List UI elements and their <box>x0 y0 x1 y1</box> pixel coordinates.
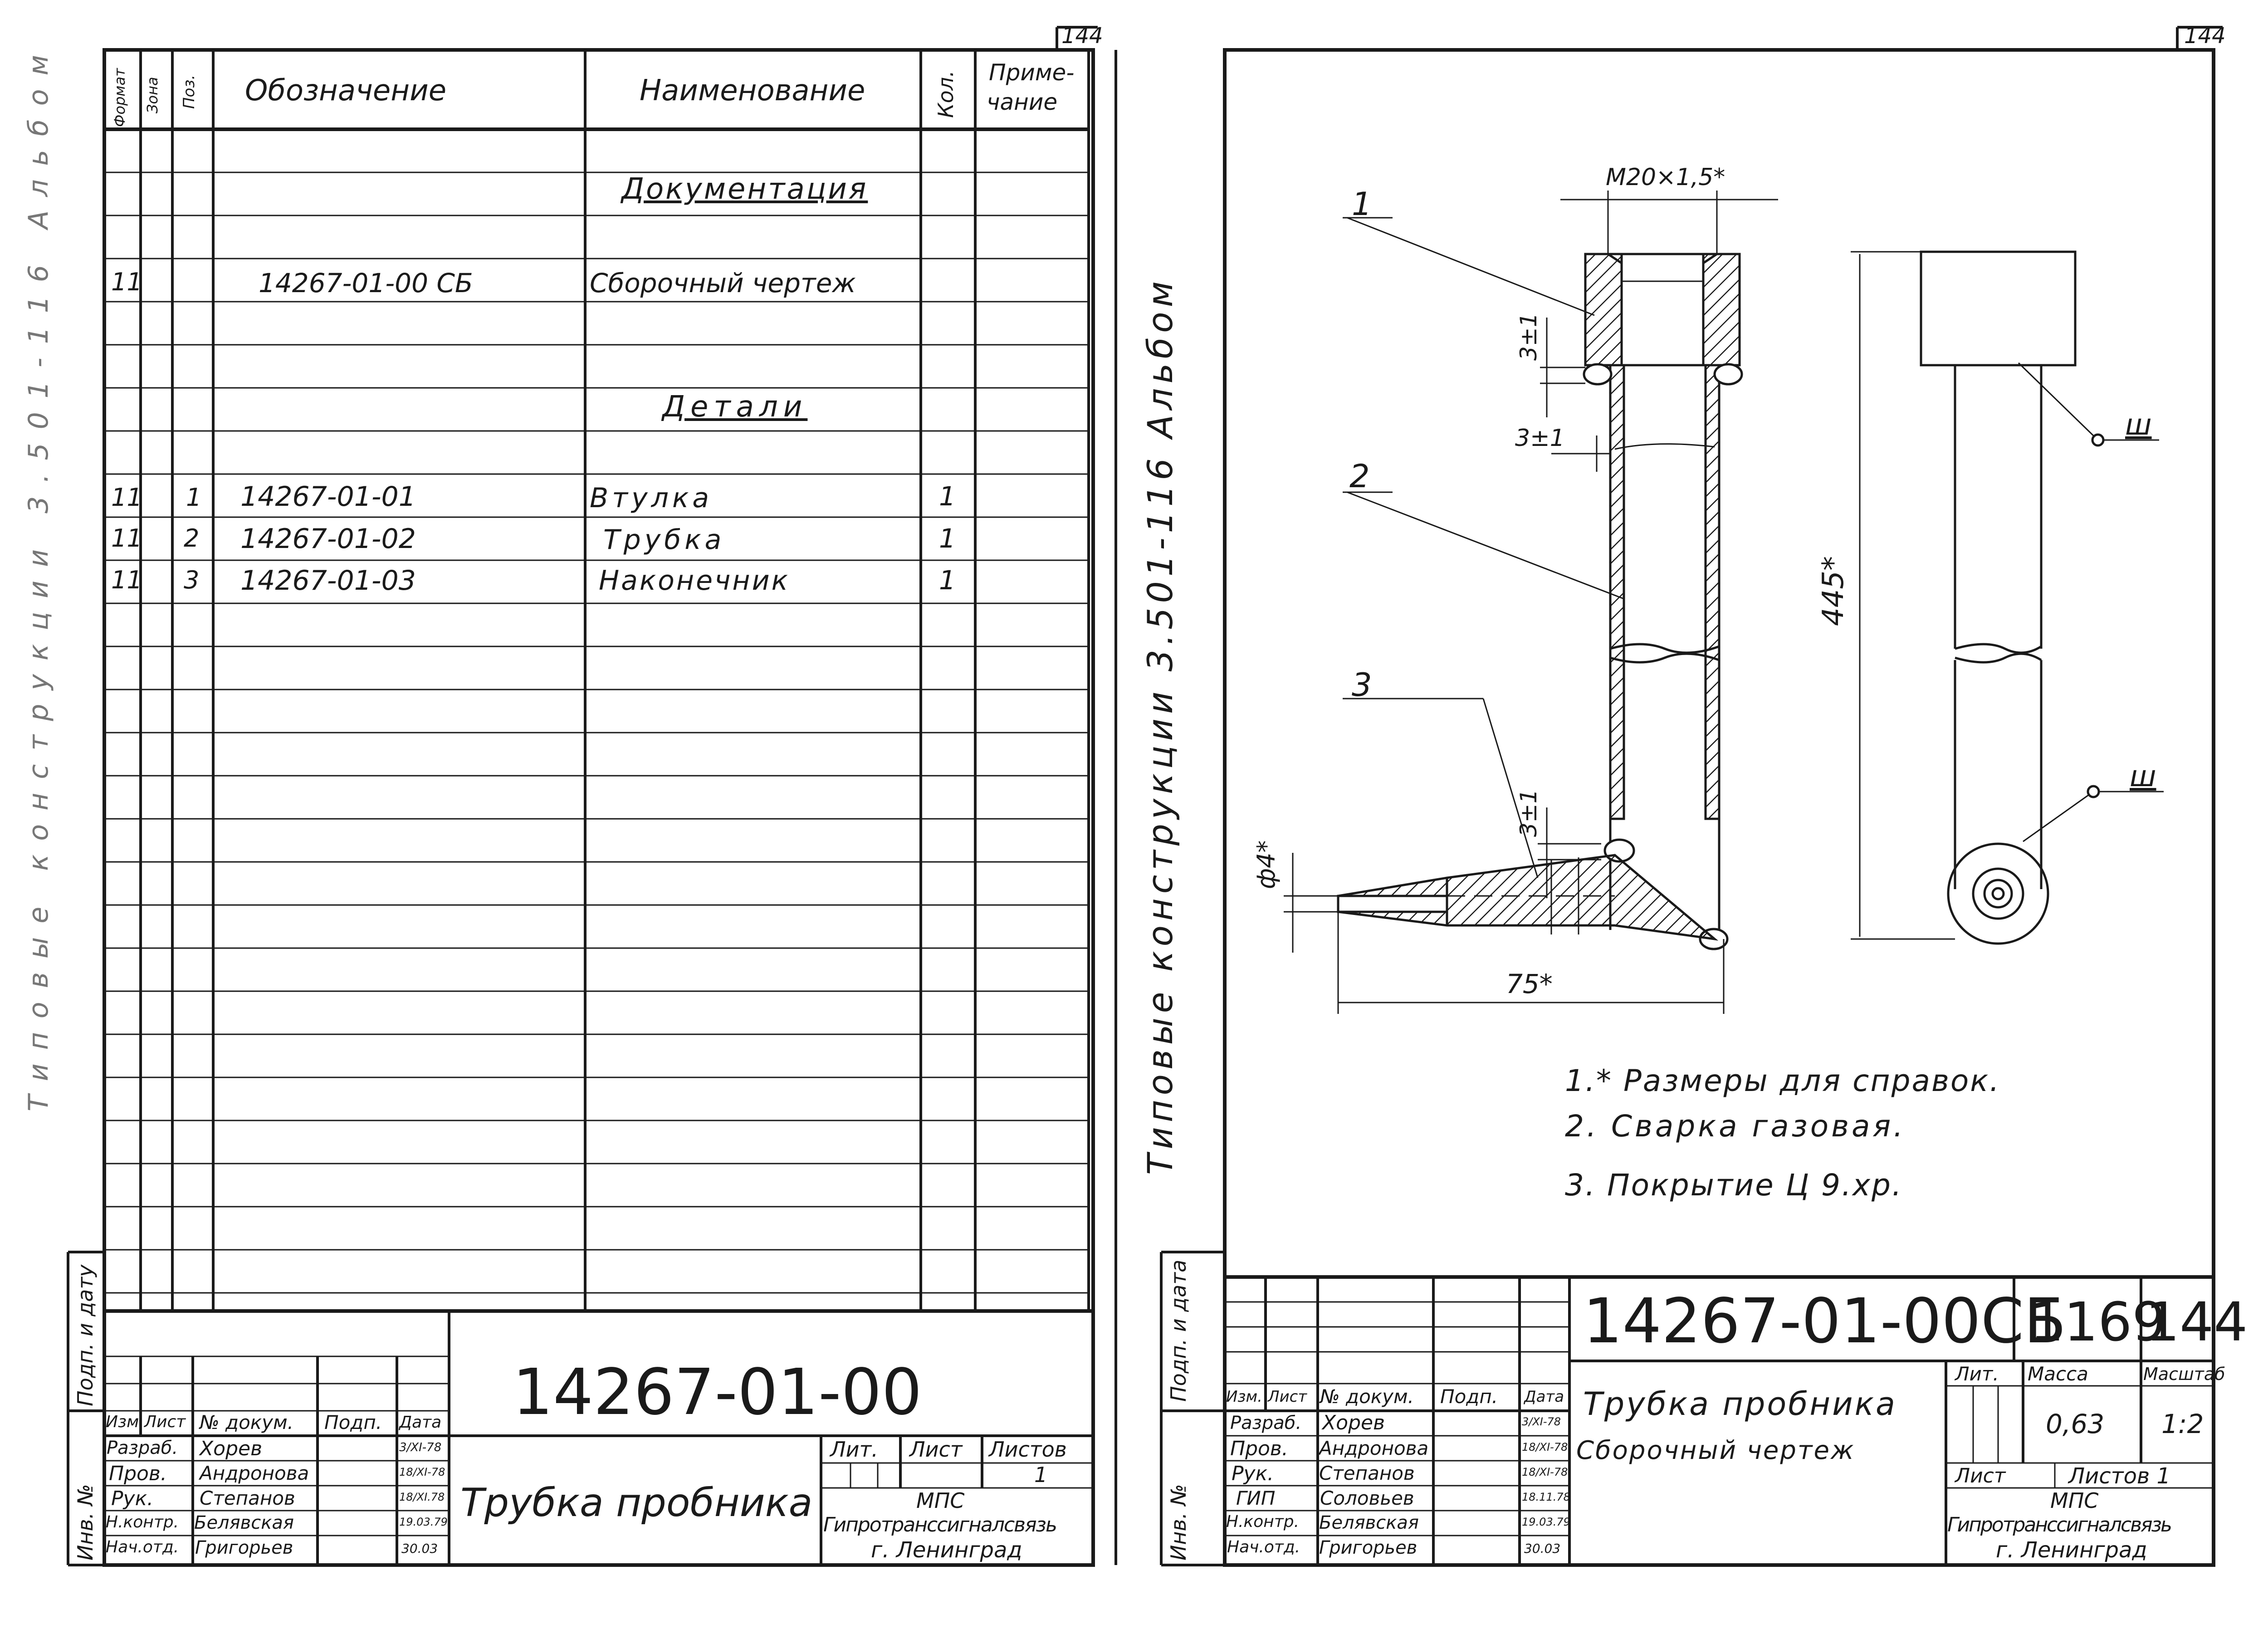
doc-row-designation: 14267-01-00 СБ <box>259 268 473 298</box>
col-header-pos: Поз. <box>180 74 198 109</box>
staff-date: 3/XI-78 <box>1522 1415 1561 1428</box>
right-sheet-no: 144 <box>2146 1291 2248 1353</box>
staff-name: Андронова <box>200 1462 309 1484</box>
right-org-1: МПС <box>2050 1488 2099 1513</box>
dim-weld-mid: 3±1 <box>1515 425 1565 452</box>
staff-name: Хорев <box>1322 1411 1385 1434</box>
left-org-3: г. Ленинград <box>871 1537 1022 1563</box>
spec-row-format: 11 <box>111 483 142 512</box>
left-outer-album-label: Типовые конструкции 3.501-116 Альбом <box>23 41 54 1111</box>
left-sheet-label: Лист <box>909 1437 963 1462</box>
spec-row-qty: 1 <box>939 481 956 512</box>
left-col-doc: № докум. <box>200 1411 294 1433</box>
col-header-format: Формат <box>111 68 128 127</box>
left-side-sign-date: Подп. и дату <box>73 1264 98 1406</box>
left-org-1: МПС <box>916 1488 965 1513</box>
dim-length: 445* <box>1817 556 1850 626</box>
left-code: 14267-01-00 <box>513 1355 922 1429</box>
spec-row-name: Наконечник <box>599 565 790 597</box>
staff-role: Н.контр. <box>106 1513 179 1531</box>
spec-row-name: Втулка <box>590 482 713 514</box>
dim-thread: M20×1,5* <box>1606 164 1725 191</box>
left-title: Трубка пробника <box>460 1480 813 1526</box>
right-sheet-label: Лист <box>1955 1464 2006 1487</box>
left-page-number: 144 <box>1061 23 1103 49</box>
staff-name: Соловьев <box>1320 1487 1414 1509</box>
staff-date: 18/XI.78 <box>399 1491 445 1503</box>
staff-role: Нач.отд. <box>106 1538 179 1556</box>
right-col-izm: Изм. <box>1226 1388 1262 1406</box>
weld-symbol-top: ш <box>2125 408 2152 442</box>
staff-name: Белявская <box>1319 1512 1419 1533</box>
right-col-list: Лист <box>1268 1388 1307 1406</box>
doc-row-name: Сборочный чертеж <box>590 268 856 298</box>
staff-role: Н.контр. <box>1226 1512 1300 1531</box>
right-org-3: г. Ленинград <box>1996 1537 2147 1563</box>
col-header-designation: Обозначение <box>245 74 447 108</box>
left-side-inv-no: Инв. № <box>73 1484 98 1561</box>
note-1: 1.* Размеры для справок. <box>1565 1063 2001 1098</box>
dim-diameter: ф4* <box>1252 840 1281 889</box>
staff-date: 18/XI-78 <box>1522 1441 1568 1453</box>
staff-name: Степанов <box>200 1487 295 1509</box>
staff-name: Григорьев <box>1319 1537 1418 1558</box>
staff-role: Рук. <box>1232 1462 1274 1485</box>
spec-row-pos: 3 <box>184 566 200 594</box>
staff-date: 19.03.79 <box>1522 1516 1570 1528</box>
left-col-sign: Подп. <box>324 1411 382 1433</box>
staff-date: 18/XI-78 <box>1522 1466 1568 1478</box>
right-col-date: Дата <box>1524 1388 1564 1406</box>
staff-name: Хорев <box>200 1437 262 1460</box>
right-mass-label: Масса <box>2028 1363 2088 1385</box>
staff-date: 18.11.78 <box>1522 1491 1570 1503</box>
section-details: Детали <box>662 390 808 424</box>
staff-role: Разраб. <box>1230 1413 1302 1433</box>
staff-date: 18/XI-78 <box>399 1466 445 1478</box>
left-lit: Лит. <box>830 1437 878 1462</box>
staff-date: 3/XI-78 <box>399 1441 442 1454</box>
spec-row-designation: 14267-01-02 <box>240 523 416 555</box>
note-2: 2. Сварка газовая. <box>1565 1109 1906 1144</box>
staff-role: Нач.отд. <box>1227 1538 1300 1556</box>
right-title-1: Трубка пробника <box>1583 1385 1897 1423</box>
spec-row-designation: 14267-01-03 <box>240 565 416 597</box>
staff-date: 30.03 <box>1524 1541 1561 1556</box>
staff-name: Григорьев <box>195 1537 293 1558</box>
col-header-qty: Кол. <box>934 70 958 118</box>
spec-row-designation: 14267-01-01 <box>240 481 416 513</box>
right-page-number: 144 <box>2184 23 2226 49</box>
left-col-izm: Изм. <box>106 1413 144 1431</box>
right-title-2: Сборочный чертеж <box>1576 1436 1855 1465</box>
weld-symbol-bottom: ш <box>2130 760 2156 793</box>
left-sheets-value: 1 <box>1034 1463 1048 1487</box>
right-side-inv-no: Инв. № <box>1166 1484 1191 1561</box>
staff-role: Пров. <box>109 1462 167 1485</box>
right-col-doc: № докум. <box>1320 1385 1414 1408</box>
left-col-list: Лист <box>144 1413 186 1431</box>
col-header-note-1: Приме- <box>989 59 1075 86</box>
staff-role: Рук. <box>111 1487 154 1510</box>
right-scale-value: 1:2 <box>2161 1409 2204 1439</box>
staff-name: Степанов <box>1319 1462 1415 1484</box>
staff-role: ГИП <box>1236 1487 1276 1509</box>
spec-row-pos: 1 <box>186 483 202 512</box>
right-org-2: Гипротранссигналсвязь <box>1947 1513 2171 1536</box>
callout-3: 3 <box>1352 666 1372 704</box>
assembly-drawing <box>1284 191 2164 1014</box>
right-side-sign-date: Подп. и дата <box>1166 1259 1191 1402</box>
col-header-name: Наименование <box>640 74 865 108</box>
col-header-zone: Зона <box>144 77 161 113</box>
staff-name: Андронова <box>1319 1437 1429 1459</box>
staff-role: Пров. <box>1230 1437 1288 1460</box>
spec-row-qty: 1 <box>939 565 956 596</box>
col-header-note-2: чание <box>987 89 1058 115</box>
left-sheets-label: Листов <box>989 1437 1067 1462</box>
section-documentation: Документация <box>621 172 868 206</box>
right-mass-value: 0,63 <box>2046 1409 2105 1439</box>
right-album-no: 1169 <box>2030 1291 2166 1353</box>
dim-weld-bottom: 3±1 <box>1515 789 1542 837</box>
right-lit: Лит. <box>1955 1363 1999 1385</box>
dim-width: 75* <box>1506 969 1553 999</box>
left-org-2: Гипротранссигналсвязь <box>823 1513 1056 1536</box>
left-col-date: Дата <box>399 1413 442 1432</box>
right-col-sign: Подп. <box>1440 1385 1498 1408</box>
album-label: Типовые конструкции 3.501-116 Альбом <box>1140 277 1180 1175</box>
right-code: 14267-01-00СБ <box>1583 1286 2067 1357</box>
spec-row-format: 11 <box>111 524 142 553</box>
note-3: 3. Покрытие Ц 9.хр. <box>1565 1168 1903 1203</box>
staff-date: 19.03.79 <box>399 1516 448 1528</box>
spec-row-pos: 2 <box>184 524 200 553</box>
callout-1: 1 <box>1352 186 1372 223</box>
dim-weld-top: 3±1 <box>1515 313 1542 361</box>
staff-date: 30.03 <box>401 1541 438 1556</box>
spec-row-qty: 1 <box>939 523 956 554</box>
staff-name: Белявская <box>194 1512 294 1533</box>
doc-row-format: 11 <box>111 268 142 296</box>
spec-row-format: 11 <box>111 566 142 594</box>
right-sheets-label: Листов 1 <box>2068 1463 2171 1489</box>
spec-row-name: Трубка <box>603 524 725 556</box>
callout-2: 2 <box>1349 458 1370 495</box>
staff-role: Разраб. <box>107 1438 178 1458</box>
right-scale-label: Масштаб <box>2143 1364 2225 1384</box>
